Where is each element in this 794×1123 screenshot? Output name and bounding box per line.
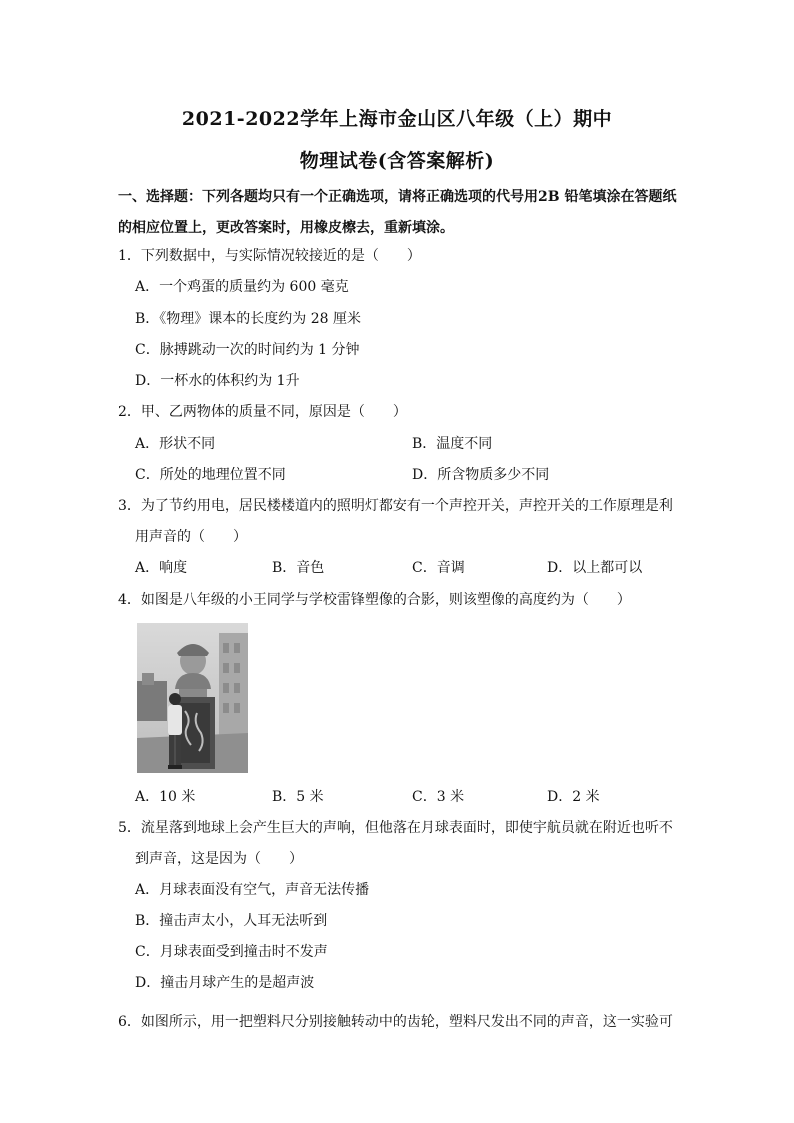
section-instruction-line: 一、选择题：下列各题均只有一个正确选项，请将正确选项的代号用2B 铅笔填涂在答题纸	[118, 189, 677, 205]
question-1-option-d: D．一杯水的体积约为 1升	[135, 373, 300, 389]
question-3-stem: 3．为了节约用电，居民楼楼道内的照明灯都安有一个声控开关，声控开关的工作原理是利	[118, 498, 673, 514]
exam-title-line1: 2021-2022学年上海市金山区八年级（上）期中	[181, 108, 613, 130]
question-5-option-c: C．月球表面受到撞击时不发声	[135, 944, 328, 960]
question-2-stem: 2．甲、乙两物体的质量不同，原因是（ ）	[118, 404, 407, 420]
question-4-option-b: B．5 米	[272, 789, 324, 805]
question-1-option-b: B．《物理》课本的长度约为 28 厘米	[135, 311, 362, 327]
question-3-option-c: C．音调	[412, 560, 465, 576]
question-4-option-d: D．2 米	[547, 789, 600, 805]
question-3-option-a: A．响度	[135, 560, 188, 576]
question-4-option-c: C．3 米	[412, 789, 465, 805]
question-5-option-a: A．月球表面没有空气，声音无法传播	[135, 882, 370, 898]
question-1-option-c: C．脉搏跳动一次的时间约为 1 分钟	[135, 342, 360, 358]
question-6-stem: 6．如图所示，用一把塑料尺分别接触转动中的齿轮，塑料尺发出不同的声音，这一实验可	[118, 1014, 673, 1030]
question-3-option-b: B．音色	[272, 560, 325, 576]
question-2-option-d: D．所含物质多少不同	[412, 467, 550, 483]
question-5-stem-continued: 到声音，这是因为（ ）	[135, 851, 303, 867]
question-5-stem: 5．流星落到地球上会产生巨大的声响，但他落在月球表面时，即使宇航员就在附近也听不	[118, 820, 673, 836]
section-instructions	[118, 182, 678, 244]
statue-photo	[137, 623, 248, 773]
question-5-option-b: B．撞击声太小，人耳无法听到	[135, 913, 328, 929]
question-2-option-b: B．温度不同	[412, 436, 493, 452]
question-3-option-d: D．以上都可以	[547, 560, 643, 576]
question-2-option-c: C．所处的地理位置不同	[135, 467, 286, 483]
exam-title-line2: 物理试卷(含答案解析)	[299, 150, 495, 172]
question-4-option-a: A．10 米	[135, 789, 196, 805]
question-1-stem: 1．下列数据中，与实际情况较接近的是（ ）	[118, 248, 421, 264]
question-4-stem: 4．如图是八年级的小王同学与学校雷锋塑像的合影，则该塑像的高度约为（ ）	[118, 592, 631, 608]
question-1-option-a: A．一个鸡蛋的质量约为 600 毫克	[135, 279, 349, 295]
question-5-option-d: D．撞击月球产生的是超声波	[135, 975, 315, 991]
question-2-option-a: A．形状不同	[135, 436, 216, 452]
question-3-stem-continued: 用声音的（ ）	[135, 529, 247, 545]
section-instruction-line: 的相应位置上，更改答案时，用橡皮檫去，重新填涂。	[118, 220, 454, 236]
